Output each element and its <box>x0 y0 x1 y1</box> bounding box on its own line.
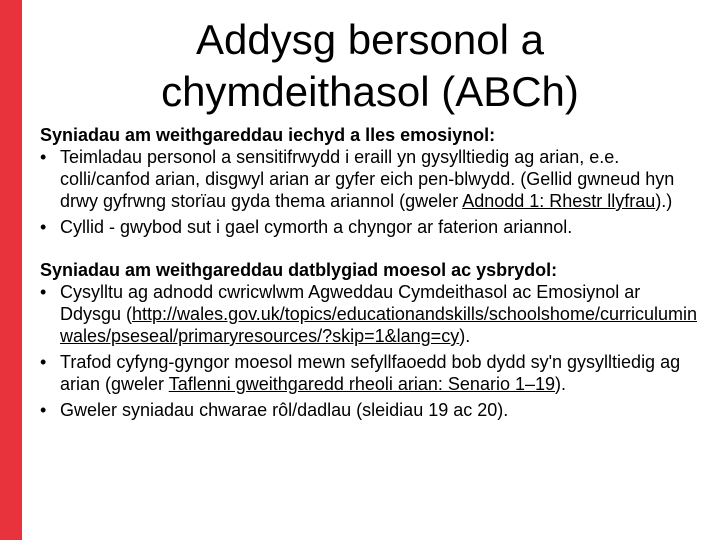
bullet-tail: ).) <box>655 191 673 211</box>
slide-body <box>40 124 706 421</box>
title-line-2: chymdeithasol (ABCh) <box>161 68 579 115</box>
section-2-list <box>40 281 706 421</box>
resource-link-wales-gov[interactable]: http://wales.gov.uk/topics/educationandskills/schoolshome/curriculuminwales/pseseal/primaryresources/?skip=1&lang=cy <box>60 304 697 346</box>
resource-link-activity-sheets[interactable]: Taflenni gweithgaredd rheoli arian: Senario 1–19 <box>168 374 555 394</box>
title-line-1: Addysg bersonol a <box>196 16 544 63</box>
section-heading-emotional-health: Syniadau am weithgareddau iechyd a lles emosiynol: <box>40 125 496 145</box>
bullet-text: Gweler syniadau chwarae rôl/dadlau (sleidiau 19 ac 20). <box>60 400 509 420</box>
bullet-text: Teimladau personol a sensitifrwydd i eraill yn gysylltiedig ag arian, e.e. colli/canfod arian, disgwyl arian ar gyfer eich pen-blwydd. (Gellid gwneud hyn drwy gyfrwng storïau gyda thema ariannol (gweler <box>60 147 675 211</box>
bullet-text: Cysylltu ag adnodd cwricwlwm Agweddau Cymdeithasol ac Emosiynol ar Ddysgu ( <box>60 282 641 324</box>
list-item <box>40 146 706 212</box>
bullet-tail: ). <box>555 374 566 394</box>
bullet-text: Cyllid - gwybod sut i gael cymorth a chyngor ar faterion ariannol. <box>60 217 573 237</box>
resource-link-book-list[interactable]: Adnodd 1: Rhestr llyfrau <box>462 191 656 211</box>
list-item <box>40 216 706 238</box>
bullet-text: Trafod cyfyng-gyngor moesol mewn sefyllfaoedd bob dydd sy'n gysylltiedig ag arian (gweler <box>60 352 681 394</box>
accent-bar <box>0 0 22 540</box>
slide-title <box>40 14 700 118</box>
list-item <box>40 281 706 347</box>
bullet-tail: ). <box>459 326 471 346</box>
list-item <box>40 351 706 395</box>
section-1-list <box>40 146 706 238</box>
list-item <box>40 399 706 421</box>
section-heading-moral-development: Syniadau am weithgareddau datblygiad moesol ac ysbrydol: <box>40 260 558 280</box>
